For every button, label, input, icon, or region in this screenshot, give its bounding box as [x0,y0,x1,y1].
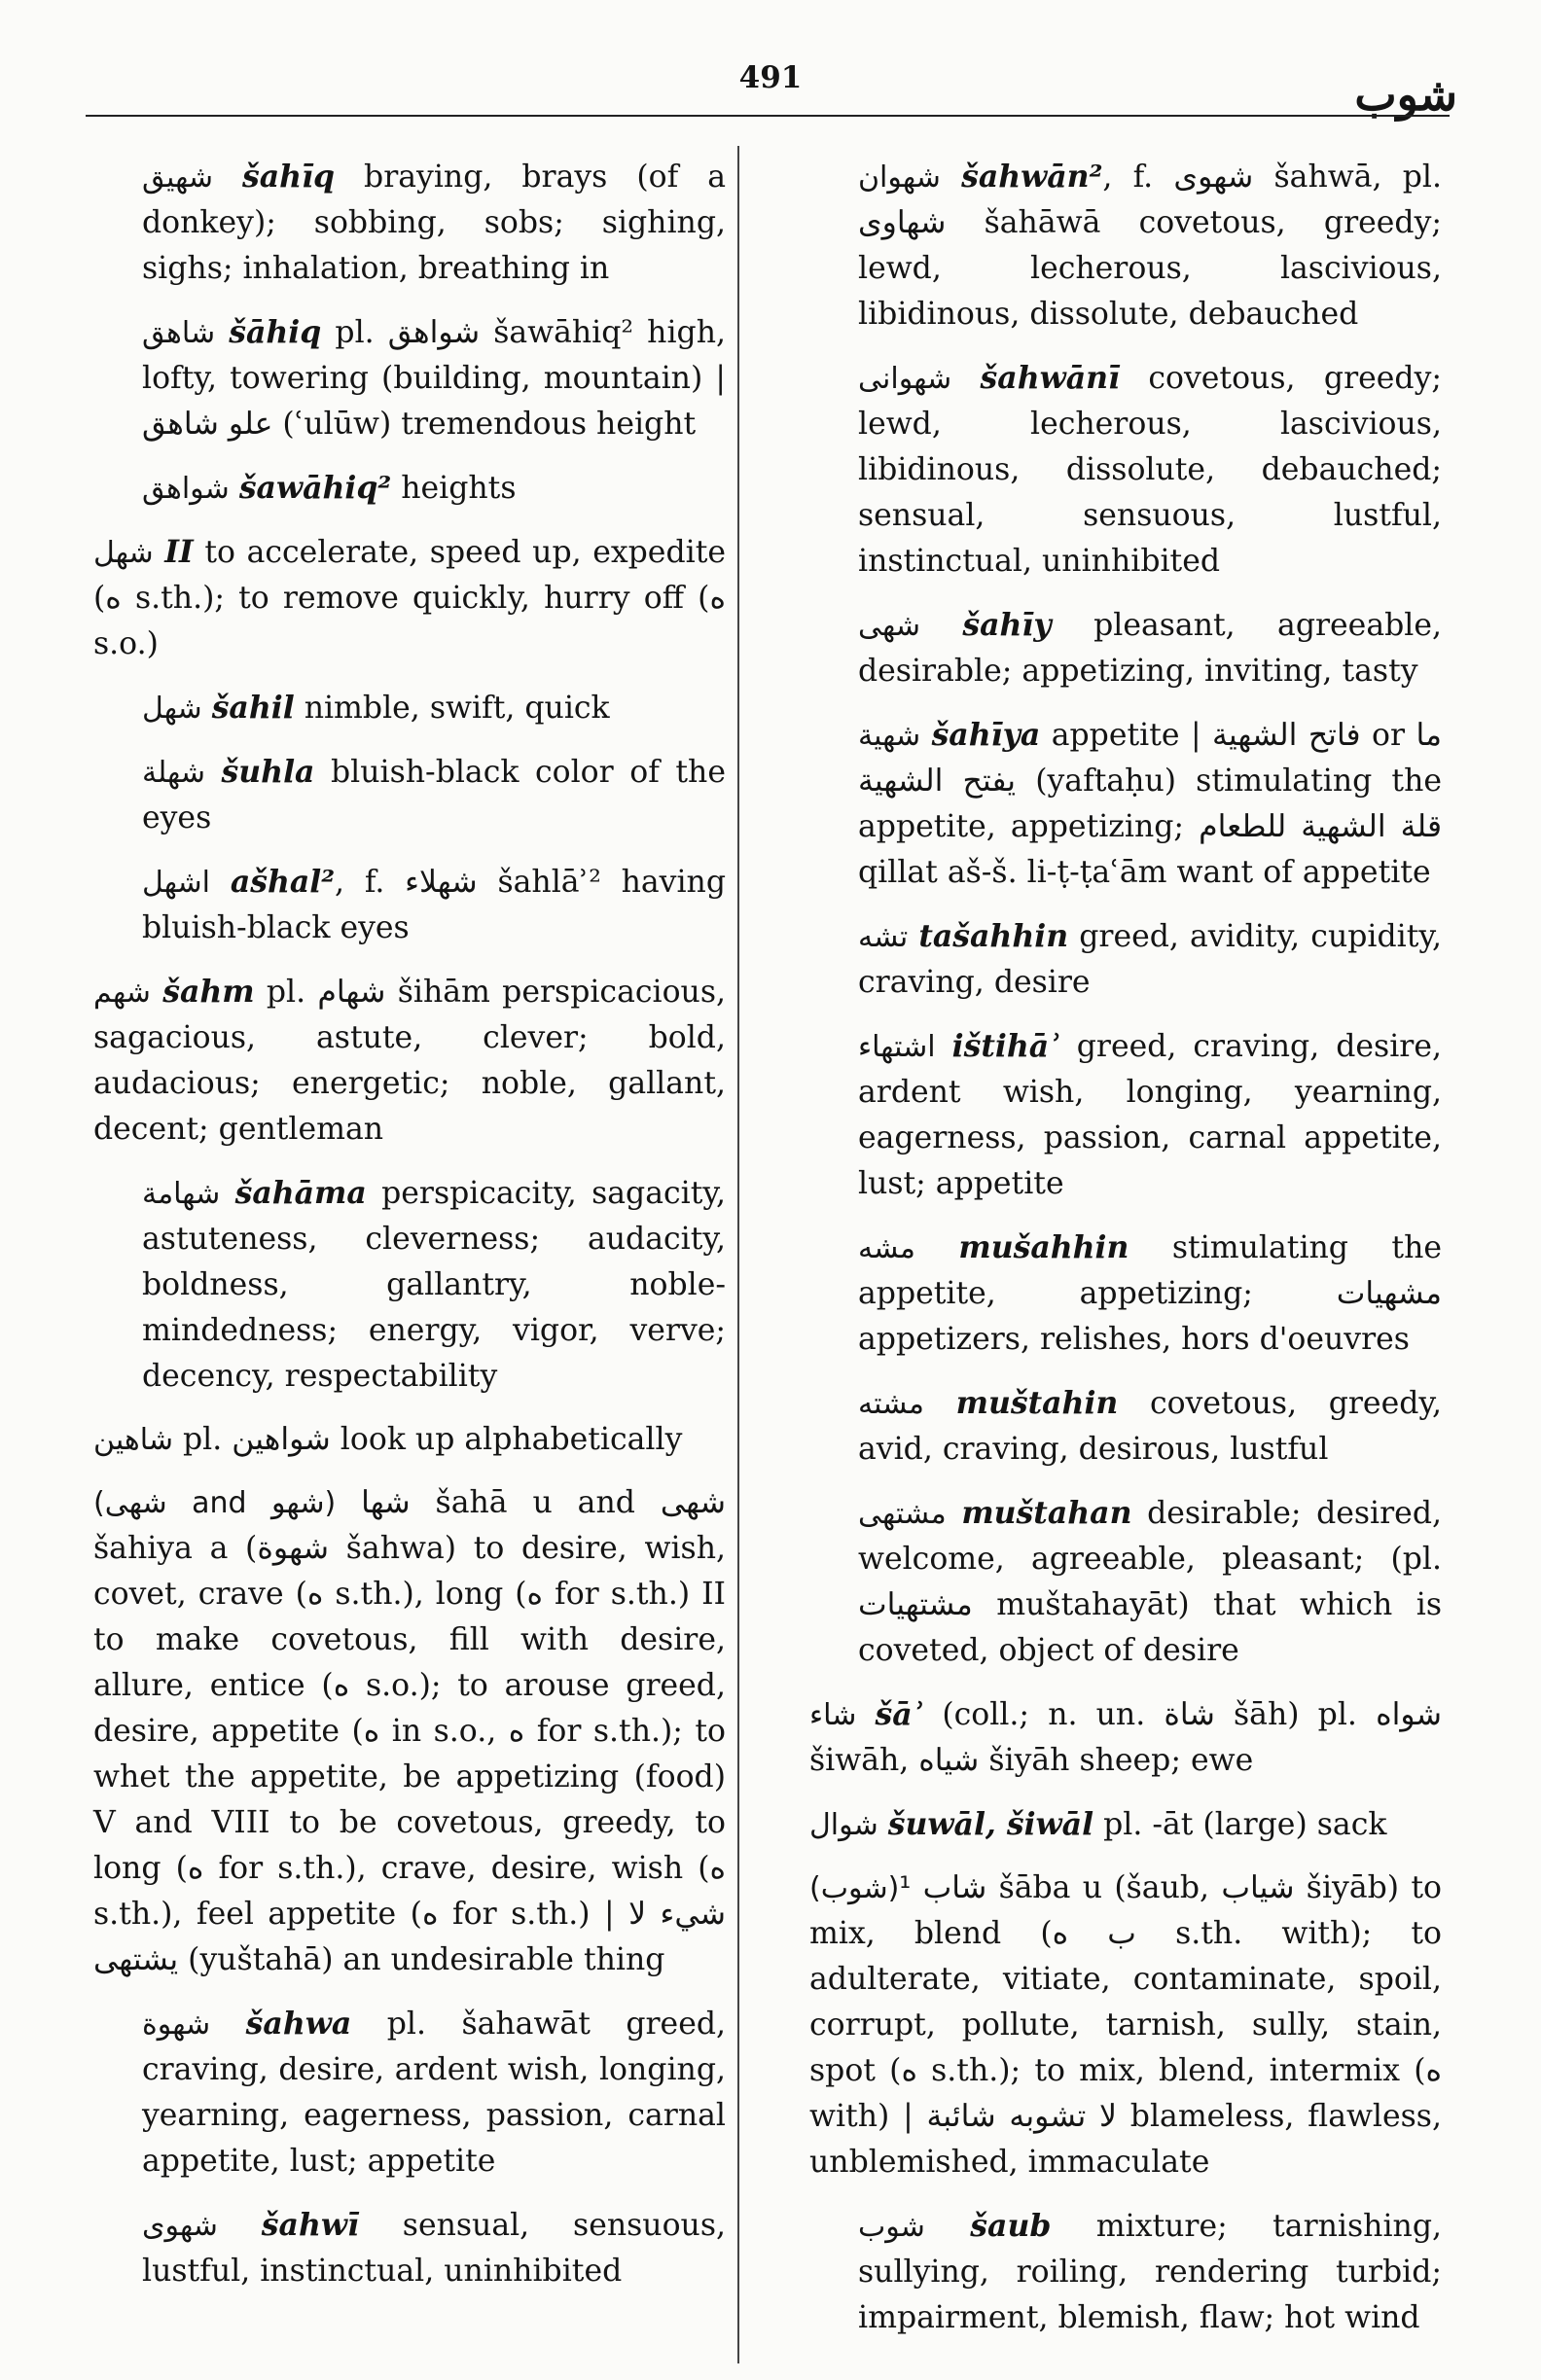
transliteration: šawāhiq² [238,470,392,506]
dictionary-entry [809,355,1442,585]
arabic-headword: شهلة [142,756,205,790]
arabic-headword: شاهق [142,316,216,350]
arabic-headword: شهية [858,719,921,753]
dictionary-entry [93,1170,726,1400]
dictionary-entry [93,859,726,951]
arabic-headword: اشهل [142,866,211,900]
definition-text: pl. -āt (large) sack [1093,1807,1387,1842]
dictionary-entry [809,913,1442,1006]
dictionary-entry [93,749,726,841]
dictionary-entry [809,1865,1442,2185]
definition-text: mixture; tarnishing, sullying, roiling, rendering turbid; impairment, blemish, flaw; hot wind [858,2209,1442,2335]
transliteration: šahīy [962,607,1052,643]
definition-text: شاب šāba u (šaub, شياب šiyāb) to mix, blend (ب ه s.th. with); to adulterate, vitiate, contaminate, spoil, corrupt, pollute, tarnish, sully, stain, spot (ه s.th.); to mix, blend, intermix (ه with) | لا تشوبه شائبة blameless, flawless, unblemished, immaculate [809,1870,1443,2180]
definition-text: , f. شهوى šahwā, pl. شهاوى šahāwā covetous, greedy; lewd, lecherous, lascivious, libidinous, dissolute, debauched [858,160,1442,332]
column-divider [737,146,739,2363]
arabic-headword: شهوة [142,2007,211,2042]
dictionary-entry [809,1225,1442,1363]
dictionary-entry [809,1691,1442,1784]
dictionary-entry [809,2203,1442,2341]
arabic-headword: شواهق [142,472,230,506]
dictionary-entry [809,1380,1442,1473]
transliteration: šahwī [261,2207,359,2243]
dictionary-entry [809,602,1442,694]
arabic-headword: مشتهى [858,1497,947,1531]
arabic-headword: شوال [809,1808,878,1842]
transliteration: šaub [970,2208,1052,2244]
transliteration: ašhal² [230,864,336,900]
definition-text: stimulating the appetite, appetizing; مشهيات appetizers, relishes, hors d'oeuvres [858,1230,1442,1357]
definition-text: greed, craving, desire, ardent wish, longing, yearning, eagerness, passion, carnal appetite, lust; appetite [858,1029,1442,1201]
arabic-headword: شوب [858,2210,925,2244]
arabic-headword: شهى [858,609,920,643]
right-column [809,154,1442,2359]
transliteration: šahīq [242,159,336,195]
definition-text: greed, avidity, cupidity, craving, desire [858,919,1442,1000]
definition-text: (coll.; n. un. شاة šāh) pl. شواه šiwāh, شياه šiyāh sheep; ewe [809,1697,1443,1778]
transliteration: muštahin [955,1385,1119,1421]
arabic-headword: شهم [93,976,151,1010]
dictionary-entry [809,154,1442,337]
dictionary-entry [93,529,726,667]
transliteration: šāhiq [229,314,322,350]
definition-text: covetous, greedy; lewd, lecherous, lascivious, libidinous, dissolute, debauched; sensual, sensuous, lustful, instinctual, uninhibited [858,361,1442,579]
definition-text: pleasant, agreeable, desirable; appetizing, inviting, tasty [858,608,1442,689]
dictionary-entry [93,685,726,731]
transliteration: mušahhin [958,1229,1129,1265]
arabic-headword: شهامة [142,1177,221,1211]
arabic-headword: شاء [809,1698,857,1732]
arabic-headword: تشه [858,920,909,954]
arabic-headword: شهوانى [858,362,952,396]
dictionary-entry [809,1023,1442,1207]
arabic-headword: مشه [858,1231,915,1265]
dictionary-entry [93,154,726,292]
header-rule [86,115,1450,117]
definition-text: to accelerate, speed up, expedite (ه s.th.); to remove quickly, hurry off (ه s.o.) [93,535,726,661]
transliteration: ištihāʾ [951,1028,1060,1064]
transliteration: šahwānī [980,360,1120,396]
transliteration: šuhla [221,754,315,790]
transliteration: muštahan [961,1495,1132,1531]
transliteration: šahwān² [961,159,1103,195]
arabic-headword: شهيق [142,160,214,195]
page-number: 491 [738,60,803,95]
definition-text: covetous, greedy, avid, craving, desirous, lustful [858,1386,1443,1467]
arabic-headword: شاهين [93,1423,173,1457]
definition-text: desirable; desired, welcome, agreeable, pleasant; (pl. مشتهيات muštahayāt) that which is coveted, object of desire [858,1496,1442,1668]
dictionary-entry [93,2001,726,2185]
dictionary-entry [93,2202,726,2294]
transliteration: šahm [162,974,255,1010]
transliteration: tašahhin [918,918,1069,954]
dictionary-entry [93,1480,726,1983]
definition-text: perspicacity, sagacity, astuteness, cleverness; audacity, boldness, gallantry, noble-mindedness; energy, vigor, verve; decency, respectability [142,1176,727,1394]
transliteration: šahil [211,690,295,726]
definition-text: heights [391,471,517,506]
definition-text: bluish-black color of the eyes [142,755,726,835]
arabic-headword: شهوى [142,2209,218,2243]
dictionary-entry [93,309,726,447]
definition-text: sensual, sensuous, lustful, instinctual, uninhibited [142,2208,727,2289]
definition-text: , f. شهلاء šahlāʾ² having bluish-black eyes [142,865,727,945]
dictionary-entry [93,969,726,1153]
definition-text: nimble, swift, quick [294,691,610,726]
dictionary-entry [93,465,726,512]
dictionary-entry [809,1490,1442,1674]
transliteration: šahīya [931,717,1041,753]
root-heading: شوب [1354,68,1457,121]
definition-text: braying, brays (of a donkey); sobbing, sobs; sighing, sighs; inhalation, breathing in [142,160,726,286]
dictionary-entry [809,1801,1442,1848]
transliteration: II [164,534,194,570]
transliteration: šahwa [245,2006,352,2042]
arabic-headword: مشته [858,1387,924,1421]
definition-text: شها šahā u and شهى šahiya a (شهوة šahwa) to desire, wish, covet, crave (ه s.th.), long (ه for s.th.) II to make covetous, fill with desire, allure, entice (ه s.o.); to arouse greed, desire, appetite (ه in s.o., ه for s.th.); to whet the appetite, be appetizing (food) V and VIII to be covetous, greedy, to long (ه for s.th.), crave, desire, wish (ه s.th.), feel appetite (ه for s.th.) | شيء لا يشتهى (yuštahā) an undesirable thing [93,1485,727,1977]
transliteration: šāʾ [875,1696,924,1732]
arabic-headword: اشتهاء [858,1030,936,1064]
dictionary-entry [93,1417,726,1463]
arabic-headword: شهل [142,692,202,726]
definition-text: pl. šahawāt greed, craving, desire, ardent wish, longing, yearning, eagerness, passion, carnal appetite, lust; appetite [142,2007,727,2179]
definition-text: pl. شواهق šawāhiq² high, lofty, towering (building, mountain) | علو شاهق (ʿulūw) tremendous height [142,315,726,442]
transliteration: šahāma [234,1175,367,1211]
definition-text: appetite | فاتح الشهية or ما يفتح الشهية (yaftaḥu) stimulating the appetite, appetizing; قلة الشهية للطعام qillat aš-š. li-ṭ-ṭaʿām want of appetite [858,718,1443,890]
transliteration: šuwāl, šiwāl [887,1806,1094,1842]
definition-text: pl. شواهين look up alphabetically [183,1422,683,1457]
definition-text: pl. شهام šihām perspicacious, sagacious, astute, clever; bold, audacious; energetic; noble, gallant, decent; gentleman [93,975,727,1147]
dictionary-entry [809,712,1442,896]
arabic-headword: شهوان [858,160,941,195]
arabic-headword: ¹(شوب) [809,1871,912,1905]
arabic-headword: شهل [93,536,154,570]
arabic-headword: (شهو and شهى) [93,1486,337,1520]
left-column [93,154,726,2312]
